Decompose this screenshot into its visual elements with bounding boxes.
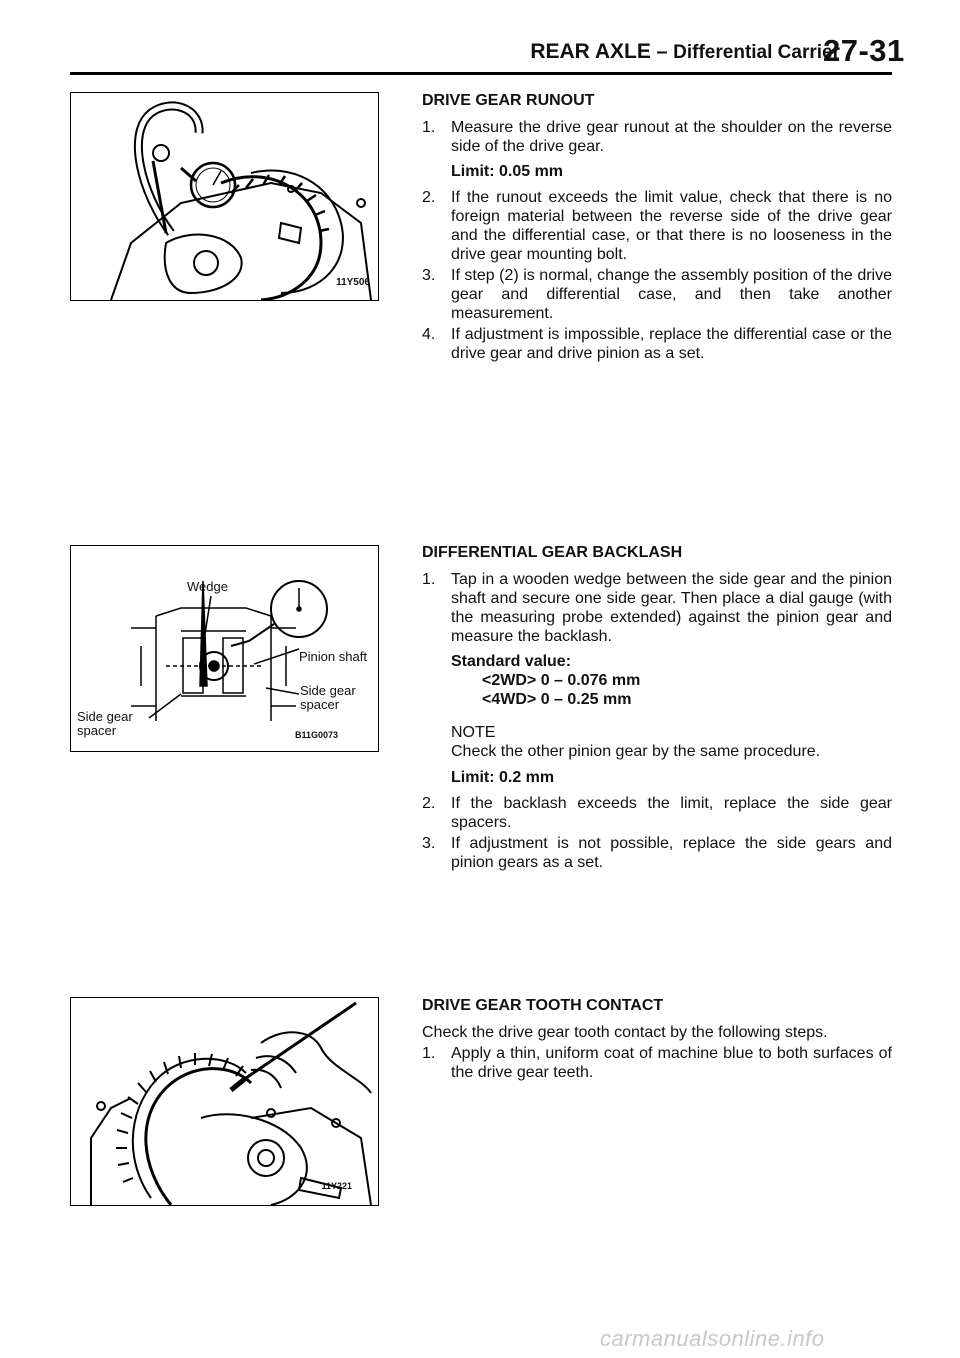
page-header-title [0, 40, 840, 65]
procedure-step [422, 1044, 892, 1082]
step-number: 2. [422, 189, 436, 206]
step-text: Apply a thin, uniform coat of machine blue to both surfaces of the drive gear teeth. [451, 1045, 892, 1081]
label-pinion-shaft: Pinion shaft [299, 649, 367, 664]
standard-value-label: Standard value: [451, 653, 572, 670]
figure-code: 11Y506 [336, 277, 370, 288]
label-side-gear-spacer-left: Side gear spacer [77, 709, 133, 738]
section-heading: DIFFERENTIAL GEAR BACKLASH [422, 544, 683, 561]
label-side-gear-spacer-right: Side gear spacer [300, 683, 356, 712]
page-number: 27-31 [823, 33, 905, 68]
step-text: If adjustment is impossible, replace the differential case or the drive gear and drive pinion as a set. [451, 326, 892, 362]
procedure-list [422, 188, 892, 363]
note-text: Check the other pinion gear by the same procedure. [451, 743, 821, 760]
header-dash: – [656, 41, 668, 63]
step-number: 1. [422, 1045, 436, 1062]
section-differential-gear-backlash [422, 543, 892, 878]
figure-code: 11Y221 [321, 1181, 352, 1191]
step-text: Measure the drive gear runout at the shoulder on the reverse side of the drive gear. [451, 119, 892, 155]
header-subsection-title: Differential Carrier [673, 42, 840, 63]
figure-drive-gear-tooth-contact [70, 997, 379, 1206]
step-number: 1. [422, 119, 436, 136]
runout-illustration [71, 93, 378, 300]
figure-code: B11G0073 [295, 730, 339, 740]
figure-differential-gear-backlash [70, 545, 379, 752]
tooth-contact-illustration [71, 998, 378, 1205]
step-number: 4. [422, 326, 436, 343]
step-number: 2. [422, 795, 436, 812]
step-text: Tap in a wooden wedge between the side gear and the pinion shaft and secure one side gear. Then place a dial gauge (with the measuring probe extended) against the pinion gear and measure the backlash. [451, 571, 892, 645]
step-number: 1. [422, 571, 436, 588]
section-drive-gear-tooth-contact [422, 996, 892, 1088]
procedure-step [422, 325, 892, 363]
procedure-step [422, 794, 892, 832]
limit-value: Limit: 0.2 mm [451, 769, 555, 786]
procedure-step [422, 834, 892, 872]
procedure-list [422, 794, 892, 872]
step-text: If the runout exceeds the limit value, check that there is no foreign material between the reverse side of the drive gear and the differential case, or that there is no looseness in the drive gear mounting bolt. [451, 189, 892, 263]
procedure-list [422, 118, 892, 156]
step-number: 3. [422, 267, 436, 284]
step-text: If step (2) is normal, change the assembly position of the drive gear and differential case, and then take another measurement. [451, 267, 892, 322]
step-text: If the backlash exceeds the limit, replace the side gear spacers. [451, 795, 892, 831]
header-rule [70, 72, 892, 75]
section-heading: DRIVE GEAR RUNOUT [422, 92, 595, 109]
standard-value-2wd: <2WD> 0 – 0.076 mm [482, 672, 641, 689]
step-text: If adjustment is not possible, replace the side gears and pinion gears as a set. [451, 835, 892, 871]
procedure-step [422, 266, 892, 323]
note-label: NOTE [451, 724, 496, 741]
standard-value-4wd: <4WD> 0 – 0.25 mm [482, 691, 632, 708]
step-number: 3. [422, 835, 436, 852]
figure-drive-gear-runout [70, 92, 379, 301]
procedure-step [422, 570, 892, 646]
procedure-step [422, 118, 892, 156]
limit-value: Limit: 0.05 mm [451, 163, 564, 180]
header-section-title: REAR AXLE [530, 40, 651, 63]
procedure-list [422, 1044, 892, 1082]
intro-text: Check the drive gear tooth contact by the following steps. [422, 1024, 828, 1041]
watermark: carmanualsonline.info [600, 1326, 825, 1351]
procedure-step [422, 188, 892, 264]
section-drive-gear-runout [422, 91, 892, 369]
section-heading: DRIVE GEAR TOOTH CONTACT [422, 997, 664, 1014]
procedure-list [422, 570, 892, 646]
label-wedge: Wedge [187, 579, 228, 594]
